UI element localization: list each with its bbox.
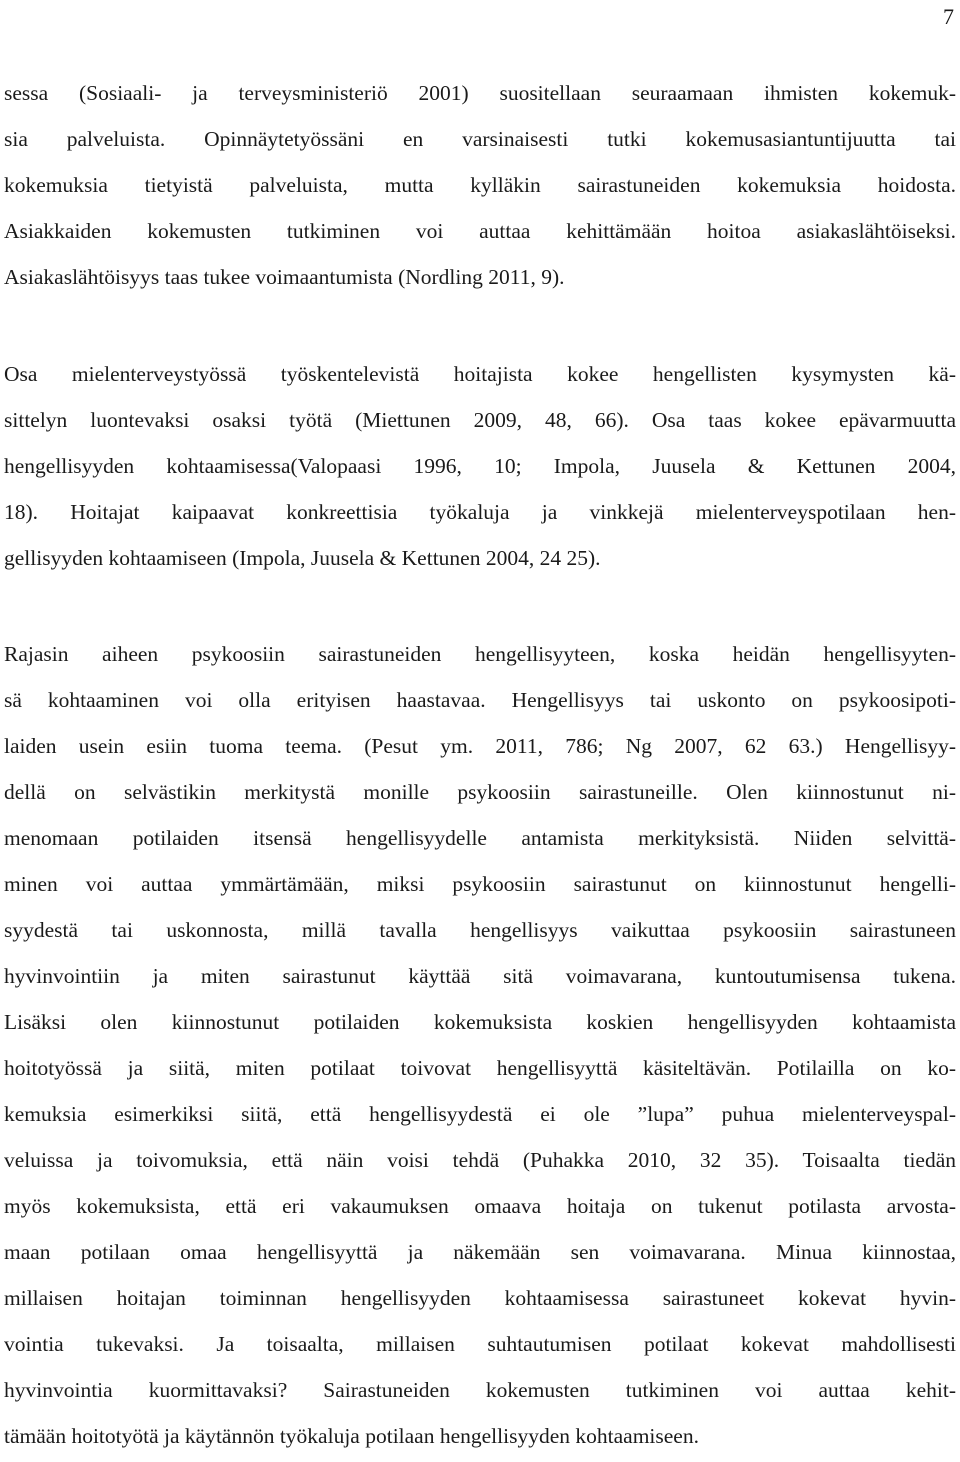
text-line: kokemuksia tietyistä palveluista, mutta kylläkin sairastuneiden kokemuksia hoidosta. — [4, 173, 956, 197]
text-line: kemuksia esimerkiksi siitä, että hengellisyydestä ei ole ”lupa” puhua mielenterveyspal- — [4, 1102, 956, 1126]
text-line: Asiakaslähtöisyys taas tukee voimaantumista (Nordling 2011, 9). — [4, 265, 565, 289]
text-line: maan potilaan omaa hengellisyyttä ja näkemään sen voimavarana. Minua kiinnostaa, — [4, 1240, 956, 1264]
text-line: 18). Hoitajat kaipaavat konkreettisia työkaluja ja vinkkejä mielenterveyspotilaan hen- — [4, 500, 956, 524]
text-line: tämään hoitotyötä ja käytännön työkaluja potilaan hengellisyyden kohtaamiseen. — [4, 1424, 699, 1448]
text-line: Lisäksi olen kiinnostunut potilaiden kokemuksista koskien hengellisyyden kohtaamista — [4, 1010, 956, 1034]
text-line: millaisen hoitajan toiminnan hengellisyyden kohtaamisessa sairastuneet kokevat hyvin- — [4, 1286, 956, 1310]
text-line: laiden usein esiin tuoma teema. (Pesut ym. 2011, 786; Ng 2007, 62 63.) Hengellisyy- — [4, 734, 956, 758]
text-line: vointia tukevaksi. Ja toisaalta, millaisen suhtautumisen potilaat kokevat mahdollisesti — [4, 1332, 956, 1356]
text-line: dellä on selvästikin merkitystä monille psykoosiin sairastuneille. Olen kiinnostunut ni- — [4, 780, 956, 804]
text-line: Rajasin aiheen psykoosiin sairastuneiden hengellisyyteen, koska heidän hengellisyyten- — [4, 642, 956, 666]
text-line: hyvinvointia kuormittavaksi? Sairastuneiden kokemusten tutkiminen voi auttaa kehit- — [4, 1378, 956, 1402]
paragraph-1 — [4, 70, 956, 300]
text-line: Osa mielenterveystyössä työskentelevistä hoitajista kokee hengellisten kysymysten kä- — [4, 362, 956, 386]
text-line: gellisyyden kohtaamiseen (Impola, Juusela & Kettunen 2004, 24 25). — [4, 546, 601, 570]
paragraph-3 — [4, 631, 956, 1459]
text-line: sia palveluista. Opinnäytetyössäni en varsinaisesti tutki kokemusasiantuntijuutta tai — [4, 127, 956, 151]
text-line: veluissa ja toivomuksia, että näin voisi tehdä (Puhakka 2010, 32 35). Toisaalta tiedän — [4, 1148, 956, 1172]
text-line: minen voi auttaa ymmärtämään, miksi psykoosiin sairastunut on kiinnostunut hengelli- — [4, 872, 956, 896]
text-line: syydestä tai uskonnosta, millä tavalla hengellisyys vaikuttaa psykoosiin sairastuneen — [4, 918, 956, 942]
text-line: sä kohtaaminen voi olla erityisen haastavaa. Hengellisyys tai uskonto on psykoosipoti- — [4, 688, 956, 712]
text-line: sessa (Sosiaali- ja terveysministeriö 2001) suositellaan seuraamaan ihmisten kokemuk- — [4, 81, 956, 105]
paragraph-2 — [4, 351, 956, 581]
text-line: sittelyn luontevaksi osaksi työtä (Miettunen 2009, 48, 66). Osa taas kokee epävarmuutta — [4, 408, 956, 432]
text-line: Asiakkaiden kokemusten tutkiminen voi auttaa kehittämään hoitoa asiakaslähtöiseksi. — [4, 219, 956, 243]
page-number: 7 — [943, 4, 954, 29]
text-line: hoitotyössä ja siitä, miten potilaat toivovat hengellisyyttä käsiteltävän. Potilailla on ko- — [4, 1056, 956, 1080]
text-line: hengellisyyden kohtaamisessa(Valopaasi 1996, 10; Impola, Juusela & Kettunen 2004, — [4, 454, 956, 478]
text-line: myös kokemuksista, että eri vakaumuksen omaava hoitaja on tukenut potilasta arvosta- — [4, 1194, 956, 1218]
text-line: menomaan potilaiden itsensä hengellisyydelle antamista merkityksistä. Niiden selvittä- — [4, 826, 956, 850]
text-line: hyvinvointiin ja miten sairastunut käyttää sitä voimavarana, kuntoutumisensa tukena. — [4, 964, 956, 988]
